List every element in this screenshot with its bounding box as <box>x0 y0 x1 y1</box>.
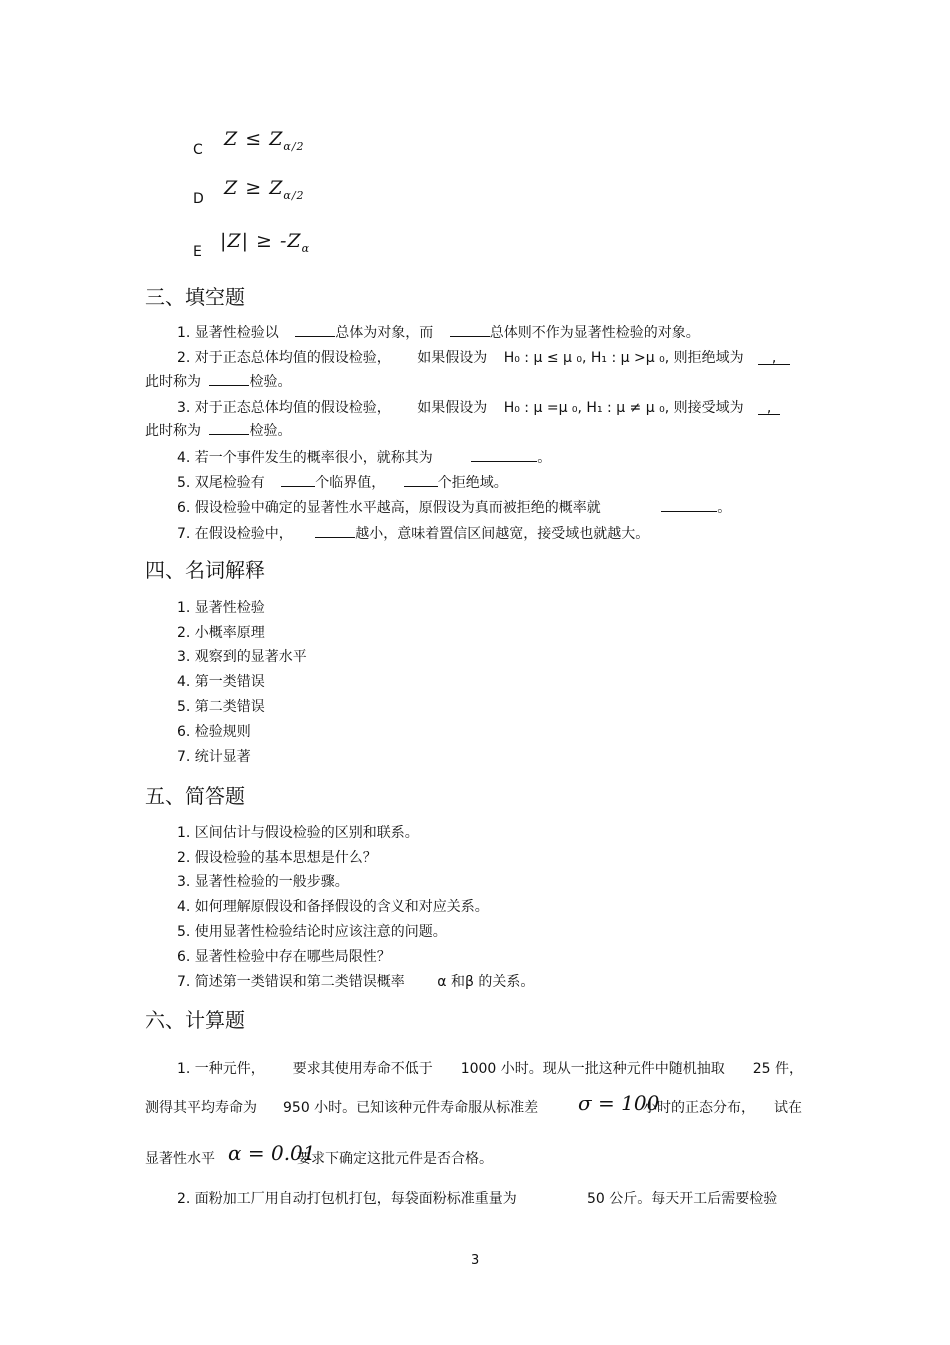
fill-q1-text-c: 总体则不作为显著性检验的对象。 <box>489 325 700 341</box>
section6-title: 六、计算题 <box>145 1008 245 1032</box>
short-answer-item-3: 3. 显著性检验的一般步骤。 <box>177 874 349 890</box>
fill-q2-text-b: 如果假设为 <box>417 350 488 366</box>
section4-title: 四、名词解释 <box>145 558 265 582</box>
short-answer-item-5: 5. 使用显著性检验结论时应该注意的问题。 <box>177 924 447 940</box>
calc-q1-line2-a: 测得其平均寿命为 <box>145 1100 257 1116</box>
fill-q2-line1 <box>177 347 790 367</box>
calc-q1-line1-b: 要求其使用寿命不低于 <box>292 1061 433 1077</box>
fill-q2-line2 <box>145 371 291 391</box>
fill-q1-blank-1[interactable] <box>295 322 335 337</box>
short-answer-item-7-text-b: α 和β 的关系。 <box>437 974 535 990</box>
fill-q7-text-b: 越小，意味着置信区间越宽，接受域也就越大。 <box>355 526 650 542</box>
option-c-letter: C <box>193 142 203 158</box>
fill-q7-text-a: 7. 在假设检验中， <box>177 526 293 542</box>
fill-q1-text-a: 1. 显著性检验以 <box>177 325 279 341</box>
fill-q7 <box>177 523 649 543</box>
calc-q2-line1-a: 2. 面粉加工厂用自动打包机打包，每袋面粉标准重量为 <box>177 1191 517 1207</box>
fill-q3-blank-1[interactable] <box>758 400 780 415</box>
fill-q2-blank-2[interactable] <box>209 371 249 386</box>
fill-q6-text-a: 6. 假设检验中确定的显著性水平越高，原假设为真而被拒绝的概率就 <box>177 500 601 516</box>
calc-q1-line2-c: 小时的正态分布， <box>643 1100 755 1116</box>
fill-q4-text-a: 4. 若一个事件发生的概率很小，就称其为 <box>177 450 433 466</box>
fill-q3-line2 <box>145 420 291 440</box>
section3-title: 三、填空题 <box>145 285 245 309</box>
calc-q1-line2-d: 试在 <box>774 1100 802 1116</box>
fill-q3-comma: , <box>766 400 772 416</box>
fill-q5-text-b: 个临界值， <box>315 475 386 491</box>
term-item-2: 2. 小概率原理 <box>177 625 265 641</box>
fill-q2-text-f: 检验。 <box>249 374 292 390</box>
fill-q2-text-a: 2. 对于正态总体均值的假设检验， <box>177 350 391 366</box>
fill-q4-blank[interactable] <box>471 447 537 462</box>
fill-q4-text-b: 。 <box>537 450 552 466</box>
fill-q2-blank-1[interactable] <box>758 350 790 365</box>
option-e-formula <box>220 230 310 255</box>
option-c-formula <box>224 128 305 153</box>
option-e-formula-sub: α <box>301 241 311 255</box>
calc-q1-line3-b: 要求下确定这批元件是否合格。 <box>297 1151 493 1167</box>
calc-q1-line2-b: 950 小时。已知该种元件寿命服从标准差 <box>283 1100 539 1116</box>
fill-q5-blank-2[interactable] <box>404 472 438 487</box>
calc-q1-line3-a: 显著性水平 <box>145 1151 215 1167</box>
calc-q2-line1-b: 50 公斤。每天开工后需要检验 <box>587 1191 778 1207</box>
fill-q2-hypothesis: H₀ : μ ≤ μ ₀, H₁ : μ >μ ₀, 则拒绝域为 <box>503 350 744 366</box>
term-item-6: 6. 检验规则 <box>177 724 251 740</box>
fill-q5-blank-1[interactable] <box>281 472 315 487</box>
term-item-1: 1. 显著性检验 <box>177 600 265 616</box>
fill-q6 <box>177 497 731 517</box>
fill-q3-text-a: 3. 对于正态总体均值的假设检验， <box>177 400 391 416</box>
fill-q5-text-a: 5. 双尾检验有 <box>177 475 265 491</box>
calc-q1-line1-c: 1000 小时。现从一批这种元件中随机抽取 <box>460 1061 725 1077</box>
fill-q1-text-b: 总体为对象，而 <box>335 325 434 341</box>
short-answer-item-7 <box>177 971 534 991</box>
option-d-formula-main: Z ≥ Z <box>224 177 284 199</box>
option-d-formula-sub: α/2 <box>283 188 305 202</box>
sigma-formula: σ = 100 <box>578 1091 660 1115</box>
fill-q5-text-c: 个拒绝域。 <box>437 475 508 491</box>
calc-q1-line1 <box>177 1058 803 1078</box>
short-answer-item-4: 4. 如何理解原假设和备择假设的含义和对应关系。 <box>177 899 489 915</box>
fill-q1 <box>177 322 700 342</box>
option-d-letter: D <box>193 191 204 207</box>
term-item-7: 7. 统计显著 <box>177 749 251 765</box>
option-e-letter: E <box>193 244 202 260</box>
term-item-4: 4. 第一类错误 <box>177 674 265 690</box>
fill-q7-blank[interactable] <box>315 523 355 538</box>
fill-q5 <box>177 472 508 492</box>
term-item-3: 3. 观察到的显著水平 <box>177 649 307 665</box>
calc-q1-line1-a: 1. 一种元件， <box>177 1061 265 1077</box>
fill-q3-text-b: 如果假设为 <box>417 400 488 416</box>
option-d-formula <box>224 177 305 202</box>
term-item-5: 5. 第二类错误 <box>177 699 265 715</box>
alpha-formula: α = 0.01 <box>228 1141 316 1165</box>
fill-q3-text-e: 此时称为 <box>145 423 201 439</box>
calc-q1-line1-d: 25 件， <box>752 1061 803 1077</box>
fill-q3-blank-2[interactable] <box>209 420 249 435</box>
short-answer-item-7-text-a: 7. 简述第一类错误和第二类错误概率 <box>177 974 405 990</box>
fill-q6-blank[interactable] <box>661 497 717 512</box>
fill-q2-comma: , <box>771 350 777 366</box>
section5-title: 五、简答题 <box>145 784 245 808</box>
page-number: 3 <box>471 1253 480 1268</box>
option-c-formula-main: Z ≤ Z <box>224 128 284 150</box>
fill-q1-blank-2[interactable] <box>450 322 490 337</box>
short-answer-item-2: 2. 假设检验的基本思想是什么？ <box>177 850 377 866</box>
fill-q3-line1 <box>177 397 780 417</box>
option-c-formula-sub: α/2 <box>283 139 305 153</box>
fill-q2-text-e: 此时称为 <box>145 374 201 390</box>
fill-q4 <box>177 447 551 467</box>
fill-q6-text-b: 。 <box>717 500 732 516</box>
short-answer-item-1: 1. 区间估计与假设检验的区别和联系。 <box>177 825 419 841</box>
fill-q3-text-f: 检验。 <box>249 423 292 439</box>
fill-q3-hypothesis: H₀ : μ =μ ₀, H₁ : μ ≠ μ ₀, 则接受域为 <box>503 400 744 416</box>
option-e-formula-main: |Z| ≥ -Z <box>220 230 302 252</box>
short-answer-item-6: 6. 显著性检验中存在哪些局限性？ <box>177 949 391 965</box>
